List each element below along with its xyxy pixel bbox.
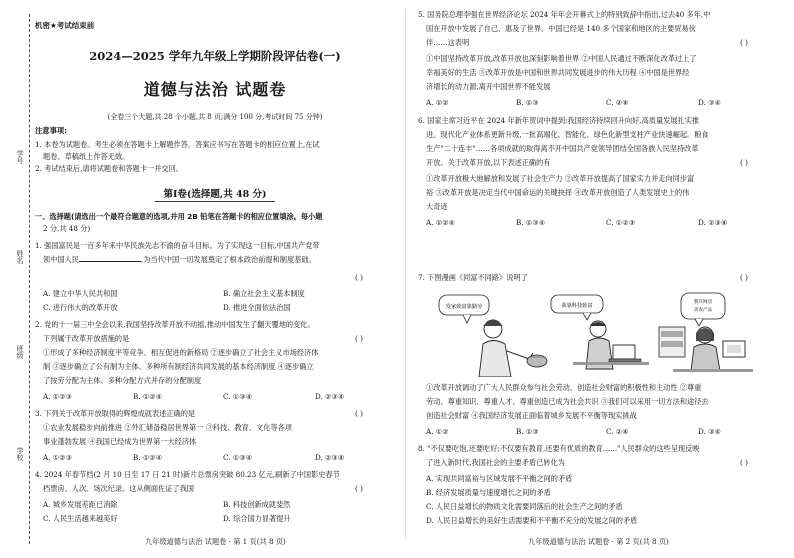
svg-text:卖农产品: 卖农产品 [693,308,713,313]
answer-blank [79,255,141,262]
option-d: D. ②③④ [315,453,345,462]
bubble-text-1: 发家致富靠勤劳 [445,304,483,310]
option-a: A. ①②③ [43,453,73,462]
option-c: C. ①③④ [223,453,253,462]
option-d: D. ③④ [698,98,721,107]
question-6-line: 大奇迹 [426,202,448,211]
option-b: B. 确立社会主义基本制度 [223,289,305,298]
option-d: D. 人民日益增长的美好生活需要和不平衡不充分的发展之间的矛盾 [426,516,638,525]
option-b: B. 科技创新成就斐然 [223,500,291,509]
question-6-line: 6. 国家主席习近平在 2024 年新年贺词中提到:我国经济持续回升向好,高质量发展扎实推 [418,116,700,125]
question-4-line: 档票房、人次、场次纪录。这从侧面佐证了我国 [43,484,194,493]
option-a: A. 建立中华人民共和国 [43,289,118,298]
question-2-line: ①形成了多种经济制度平等竞争、相互促进的新格局 ②逐步确立了社会主义市场经济体 [43,348,319,357]
page-gutter [405,10,406,540]
answer-paren: ( ) [740,458,748,467]
question-5-line: 伴……这表明 [426,38,470,47]
binding-label-student-number: 学号 [12,150,24,164]
binding-dashed-line [29,14,30,544]
confidential-mark: 机密★考试结束前 [35,21,95,30]
question-5-line: 国在开放中发展了自己、惠及了世界。中国已经是 140 多个国家和地区的主要贸易伙 [426,24,696,33]
binding-label-school: 学校 [12,447,24,461]
question-7-line: 创造社会财富 ④我国经济发展正面临着城乡发展不平衡等现实挑战 [426,411,637,420]
answer-paren: ( ) [355,484,363,493]
question-1-text: 领中国人民 [43,255,79,264]
page-footer: 九年级道德与法治 试题卷 · 第 2 页(共 8 页) [528,537,669,546]
binding-strip [0,0,24,558]
option-d: D. ②③④ [315,392,345,401]
page-footer: 九年级道德与法治 试题卷 · 第 1 页(共 8 页) [145,537,286,546]
question-2-line: 了按劳分配为主体、多种分配方式并存的分配制度 [43,376,202,385]
answer-paren: ( ) [355,409,363,418]
option-a: A. 实现共同富裕与区域发展不平衡之间的矛盾 [426,474,573,483]
option-a: A. ①② [426,98,449,107]
answer-paren: ( ) [740,38,748,47]
cartoon-technician [551,295,649,369]
notes-heading: 注意事项: [35,126,68,135]
comic-illustration [433,289,758,377]
question-4-line: 4. 2024 年春节档(2 月 10 日至 17 日 21 时)新片总票房突破 80.23 亿元,刷新了中国影史春节 [35,470,340,479]
exam-title: 2024—2025 学年九年级上学期阶段评估卷(一) [89,49,341,63]
question-7-stem: 7. 下图漫画《同富不同路》说明了 [418,273,528,282]
question-2-line: 2. 党的十一届三中全会以来,我国坚持改革开放不动摇,推动中国发生了翻天覆地的变化。 [35,320,315,329]
page-1 [35,0,395,558]
question-6-line: 生产"二十连丰"……各项成就的取得离不开中国共产党领导团结全国各族人民坚持改革 [426,144,699,153]
question-6-line: 裕 ③改革开放是决定当代中国命运的关键抉择 ④改革开放创造了人类发展史上的伟 [426,188,690,197]
option-a: A. 城乡发展差距已消除 [43,500,118,509]
answer-paren: ( ) [740,273,748,282]
question-7-line: ①改革开放调动了广大人民群众参与社会劳动、创造社会财富的积极性和主动性 ②尊重 [426,383,702,392]
exam-info: (全卷三个大题,共 28 个小题,共 8 页;满分 100 分,考试时间 75 分钟) [107,113,323,121]
instruction-line: 一、选择题(请选出一个最符合题意的选项,并用 2B 铅笔在答题卡的相应位置填涂。每小题 [35,212,323,221]
answer-paren: ( ) [355,273,363,282]
question-3-line: ①农业发展稳步向前推进 ②外汇储备稳居世界第一 ③科技、教育、文化等各项 [43,423,292,432]
option-b: B. ①②④ [133,453,163,462]
question-1-line [43,255,316,264]
cartoon-online-seller [659,293,753,372]
question-1-line: 1. 强国富民是一百多年来中华民族先志不渝的奋斗目标。为了实现这一目标,中国共产党带 [35,241,320,250]
option-c: C. ②④ [606,427,629,436]
option-a: A. ①②④ [426,218,456,227]
binding-label-name: 姓名 [12,250,24,264]
section-rule [155,201,275,202]
note-line: 2. 考试结束后,请将试题卷和答题卡一并交回。 [35,164,183,173]
question-8-line: 了进入新时代,我国社会的主要矛盾已转化为 [426,458,565,467]
option-b: B. ①③④ [516,218,546,227]
option-c: C. ①③④ [223,392,253,401]
question-1-text: ,为当代中国一切发展奠定了根本政治前提和制度基础。 [140,255,316,264]
question-7-line: 劳动、尊重知识、尊重人才、尊重创造已成为社会共识 ③我们可以采用一切方法和途径去 [426,397,709,406]
question-6-line: 开放。关于改革开放,以下表述正确的有 [426,158,551,167]
instruction-line: 2 分,共 48 分) [43,224,91,233]
binding-label-class: 班级 [12,345,24,359]
bubble-text-2: 我靠科技致富 [561,303,593,309]
question-3-line: 事业蓬勃发展 ④我国已经成为世界第一大经济体 [43,437,197,446]
option-b: B. 经济发展质量与速度增长之间的矛盾 [426,488,551,497]
question-5-line: 5. 国务院总理李强在世界经济论坛 2024 年年会开幕式上的特别致辞中指出,过去40 多年,中 [418,10,711,19]
page-2 [418,0,780,558]
note-line: 题卷、草稿纸上作答无效。 [43,152,130,161]
question-6-line: ①改革开放极大地解放和发展了社会生产力 ②改革开放提高了国家实力并走向同步富 [426,174,695,183]
question-5-line: 幸福美好的生活 ③改革开放是中国和世界共同发展进步的伟大历程 ④中国是世界经 [426,68,690,77]
question-8-line: 8. "不仅要吃饱,还要吃好;不仅要有教育,还要有优质的教育……"人民群众的这些呈现反映 [418,444,700,453]
question-2-line: 下列属于改革开放措施的是 [43,334,130,343]
option-c: C. 人民日益增长的物质文化需要同落后的社会生产之间的矛盾 [426,502,623,511]
option-d: D. ②③④ [698,218,728,227]
section-title: 第Ⅰ卷(选择题,共 48 分) [163,189,267,200]
option-c: C. 进行伟大的改革开放 [43,303,118,312]
option-d: D. 综合国力显著提升 [223,514,291,523]
option-d: D. 推进全面依法治国 [223,303,291,312]
option-b: B. ①③ [516,427,539,436]
option-c: C. ①②③ [606,218,636,227]
option-c: C. 人民生活越来越美好 [43,514,118,523]
question-6-line: 进。现代化产业体系更新升级,一批高端化、智能化、绿色化新型支柱产业快速崛起。粮食 [426,130,709,139]
answer-paren: ( ) [355,334,363,343]
question-5-line: 济增长的动力源,离开中国世界不能发展 [426,82,551,91]
question-5-line: ①中国坚持改革开放,改革开放也深刻影响着世界 ②中国人民通过不断深化改革过上了 [426,54,697,63]
option-a: A. ①②③ [43,392,73,401]
option-c: C. ②④ [606,98,629,107]
subject-title: 道德与法治 试题卷 [143,80,287,99]
note-line: 1. 本卷为试题卷。考生必须在答题卡上解题作答。答案应书写在答题卡的相应位置上,在试 [35,140,320,149]
question-2-line: 制 ③逐步确立了公有制为主体、多种所有制经济共同发展的基本经济制度 ④逐步确立 [43,362,314,371]
svg-text:我开网店: 我开网店 [693,300,713,305]
answer-paren: ( ) [740,158,748,167]
question-3-line: 3. 下列关于改革开放取得的辉煌成就表述正确的是 [35,409,196,418]
option-b: B. ①②④ [133,392,163,401]
option-d: D. ③④ [698,427,721,436]
cartoon-farmer [439,295,547,377]
option-b: B. ①③ [516,98,539,107]
option-a: A. ①② [426,427,449,436]
